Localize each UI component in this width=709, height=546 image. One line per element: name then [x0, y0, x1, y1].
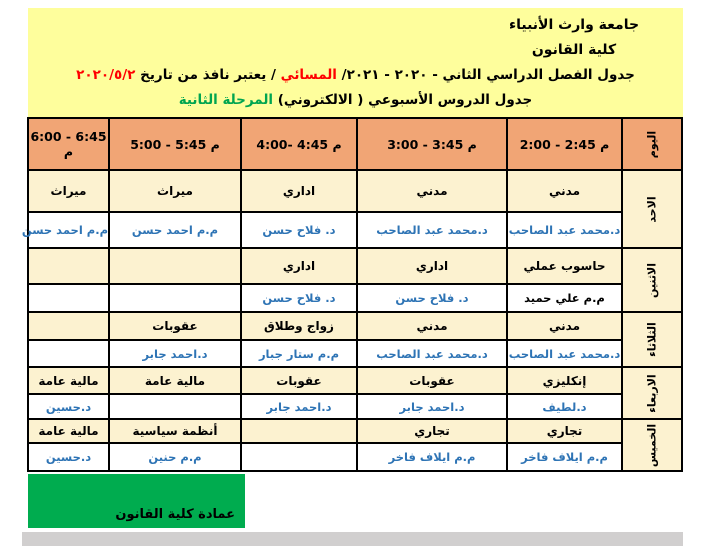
subject-cell: اداري — [357, 248, 507, 284]
day-name-cell-tuesday — [622, 312, 682, 367]
subject-cell: مدني — [507, 170, 622, 212]
day-name-label: الاحد — [645, 195, 659, 223]
day-name-cell-thursday — [622, 419, 682, 471]
subject-cell: زواج وطلاق — [241, 312, 357, 340]
university-name: جامعة وارث الأنبياء — [508, 17, 640, 33]
subject-cell: اداري — [241, 248, 357, 284]
teacher-cell: م.م حنين — [109, 443, 241, 471]
subject-cell — [109, 248, 241, 284]
teacher-cell — [28, 284, 109, 312]
subject-cell: أنظمة سياسية — [109, 419, 241, 443]
subject-cell: عقوبات — [109, 312, 241, 340]
teacher-cell: د.حسين — [28, 443, 109, 471]
time-slot-header: 4:00- 4:45 م — [241, 118, 357, 170]
teacher-cell: د.احمد جابر — [357, 394, 507, 419]
day-name-label: الخميس — [645, 423, 659, 467]
subject-cell: ميراث — [28, 170, 109, 212]
teacher-cell: د. فلاح حسن — [241, 284, 357, 312]
day-name-cell-monday — [622, 248, 682, 312]
subject-cell: تجاري — [357, 419, 507, 443]
teacher-cell: م.م ستار جبار — [241, 340, 357, 367]
subject-cell: مالية عامة — [28, 367, 109, 394]
teacher-cell — [241, 443, 357, 471]
weekly-title — [28, 88, 683, 113]
subject-cell: حاسوب عملي — [507, 248, 622, 284]
semester-evening-label: المسائي — [280, 67, 337, 83]
title-top-group — [469, 13, 679, 63]
day-name-label: الاربعاء — [645, 373, 659, 413]
day-name-cell-sunday — [622, 170, 682, 248]
subject-cell: مالية عامة — [28, 419, 109, 443]
semester-valid-text: / يعتبر نافذ من تاريخ — [135, 67, 281, 83]
subject-cell — [241, 419, 357, 443]
title-block — [28, 8, 683, 117]
stage-label: المرحلة الثانية — [178, 92, 274, 108]
subject-cell: إنكليزي — [507, 367, 622, 394]
teacher-cell: م.م ايلاف فاخر — [507, 443, 622, 471]
time-slot-header: 6:00 - 6:45 م — [28, 118, 109, 170]
teacher-cell: م.م علي حميد — [507, 284, 622, 312]
timetable — [21, 117, 683, 472]
teacher-cell — [109, 394, 241, 419]
time-slot-header: 3:00 - 3:45 م — [357, 118, 507, 170]
subject-cell: مدني — [357, 170, 507, 212]
time-slot-header: 5:00 - 5:45 م — [109, 118, 241, 170]
time-slot-header: 2:00 - 2:45 م — [507, 118, 622, 170]
dean-stamp-box — [28, 474, 245, 528]
semester-title-text: جدول الفصل الدراسي الثاني - ٢٠٢٠ - ٢٠٢١/ — [336, 67, 635, 83]
teacher-cell — [28, 340, 109, 367]
subject-cell: عقوبات — [357, 367, 507, 394]
subject-cell: ميراث — [109, 170, 241, 212]
semester-date: ٢٠٢٠/٥/٢ — [76, 67, 136, 83]
teacher-cell: د.احمد جابر — [241, 394, 357, 419]
subject-cell — [28, 248, 109, 284]
teacher-cell: د.حسين — [28, 394, 109, 419]
day-column-header-label: اليوم — [645, 130, 659, 158]
teacher-cell: د.محمد عبد الصاحب — [507, 212, 622, 248]
teacher-cell: د. فلاح حسن — [241, 212, 357, 248]
teacher-cell: م.م احمد حسن — [28, 212, 109, 248]
teacher-cell: د. فلاح حسن — [357, 284, 507, 312]
weekly-title-text: جدول الدروس الأسبوعي ( الالكتروني) — [273, 92, 533, 108]
bottom-strip — [22, 532, 683, 546]
day-name-cell-wednesday — [622, 367, 682, 419]
college-name: كلية القانون — [531, 42, 617, 58]
subject-cell: اداري — [241, 170, 357, 212]
teacher-cell: د.محمد عبد الصاحب — [357, 212, 507, 248]
subject-cell — [28, 312, 109, 340]
day-column-header — [622, 118, 682, 170]
teacher-cell — [109, 284, 241, 312]
day-name-label: الاثنين — [645, 262, 659, 298]
subject-cell: مدني — [507, 312, 622, 340]
subject-cell: مدني — [357, 312, 507, 340]
semester-title — [28, 63, 683, 88]
subject-cell: عقوبات — [241, 367, 357, 394]
dean-stamp-label: عمادة كلية القانون — [115, 507, 235, 522]
teacher-cell: د.محمد عبد الصاحب — [357, 340, 507, 367]
day-name-label: الثلاثاء — [645, 322, 659, 357]
teacher-cell: د.لطيف — [507, 394, 622, 419]
subject-cell: تجاري — [507, 419, 622, 443]
teacher-cell: د.احمد جابر — [109, 340, 241, 367]
teacher-cell: د.محمد عبد الصاحب — [507, 340, 622, 367]
teacher-cell: م.م ايلاف فاخر — [357, 443, 507, 471]
teacher-cell: م.م احمد حسن — [109, 212, 241, 248]
subject-cell: مالية عامة — [109, 367, 241, 394]
